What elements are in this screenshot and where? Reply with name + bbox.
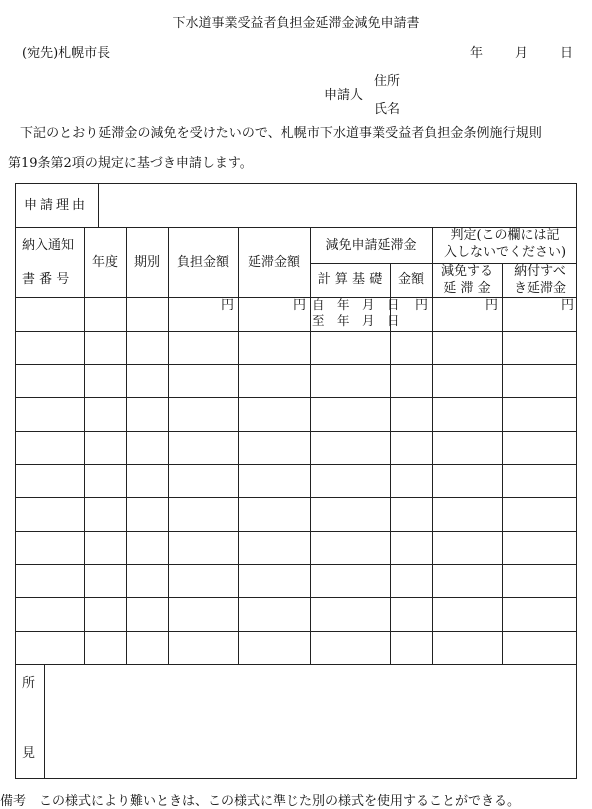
judgement-header-1: 判定(この欄には記	[450, 228, 560, 243]
notice-no-header-1: 納入通知	[22, 238, 75, 253]
column-divider	[310, 227, 311, 664]
yen-unit: 円	[560, 298, 574, 313]
date-year: 年	[470, 46, 484, 61]
row-divider	[16, 631, 576, 632]
row-divider	[16, 597, 576, 598]
reduce-header-2: 延 滞 金	[443, 281, 491, 296]
application-form-table	[15, 183, 577, 779]
date-month: 月	[515, 46, 529, 61]
row-divider	[16, 564, 576, 565]
applicant-address-label: 住所	[374, 74, 401, 89]
row-divider	[16, 397, 576, 398]
notice-no-header-2: 書 番 号	[22, 272, 70, 287]
column-divider	[502, 263, 503, 664]
period-header: 期別	[133, 255, 160, 270]
row-divider	[16, 664, 576, 665]
row-divider	[16, 464, 576, 465]
footer-note: 備考 この様式により難いときは、この様式に準じた別の様式を使用することができる。	[0, 794, 521, 809]
arrears-amount-header: 延滞金額	[247, 255, 300, 270]
row-divider	[16, 331, 576, 332]
charge-amount-header: 負担金額	[176, 255, 229, 270]
applicant-name-label: 氏名	[374, 102, 401, 117]
column-divider	[44, 664, 45, 778]
opinion-label-2: 見	[22, 746, 36, 761]
opinion-label-1: 所	[22, 676, 36, 691]
amount-header: 金額	[397, 272, 424, 287]
yen-unit: 円	[220, 298, 234, 313]
reduction-group-header: 減免申請延滞金	[325, 238, 417, 253]
column-divider	[126, 227, 127, 664]
to-date: 至 年 月 日	[312, 313, 400, 328]
payable-header-2: き延滞金	[513, 281, 566, 296]
document-title: 下水道事業受益者負担金延滞金減免申請書	[172, 16, 420, 31]
column-divider	[238, 227, 239, 664]
addressee: (宛先)札幌市長	[22, 46, 111, 61]
yen-unit: 円	[414, 298, 428, 313]
row-divider	[16, 531, 576, 532]
reason-label: 申請理由	[24, 198, 89, 213]
yen-unit: 円	[484, 298, 498, 313]
body-line-2: 第19条第2項の規定に基づき申請します。	[8, 156, 253, 171]
calc-basis-header: 計 算 基 礎	[317, 272, 383, 287]
reduce-header-1: 減免する	[440, 264, 493, 279]
date-day: 日	[560, 46, 574, 61]
applicant-label: 申請人	[324, 88, 364, 103]
row-divider	[16, 431, 576, 432]
row-divider	[16, 497, 576, 498]
column-divider	[168, 227, 169, 664]
fiscal-year-header: 年度	[91, 255, 118, 270]
body-line-1: 下記のとおり延滞金の減免を受けたいので、札幌市下水道事業受益者負担金条例施行規則	[20, 126, 542, 141]
from-date: 自 年 月 日	[312, 297, 400, 312]
column-divider	[84, 227, 85, 664]
column-divider	[98, 184, 99, 227]
yen-unit: 円	[292, 298, 306, 313]
payable-header-1: 納付すべ	[514, 264, 566, 279]
judgement-header-2: 入しないでください)	[443, 245, 567, 260]
row-divider	[16, 364, 576, 365]
